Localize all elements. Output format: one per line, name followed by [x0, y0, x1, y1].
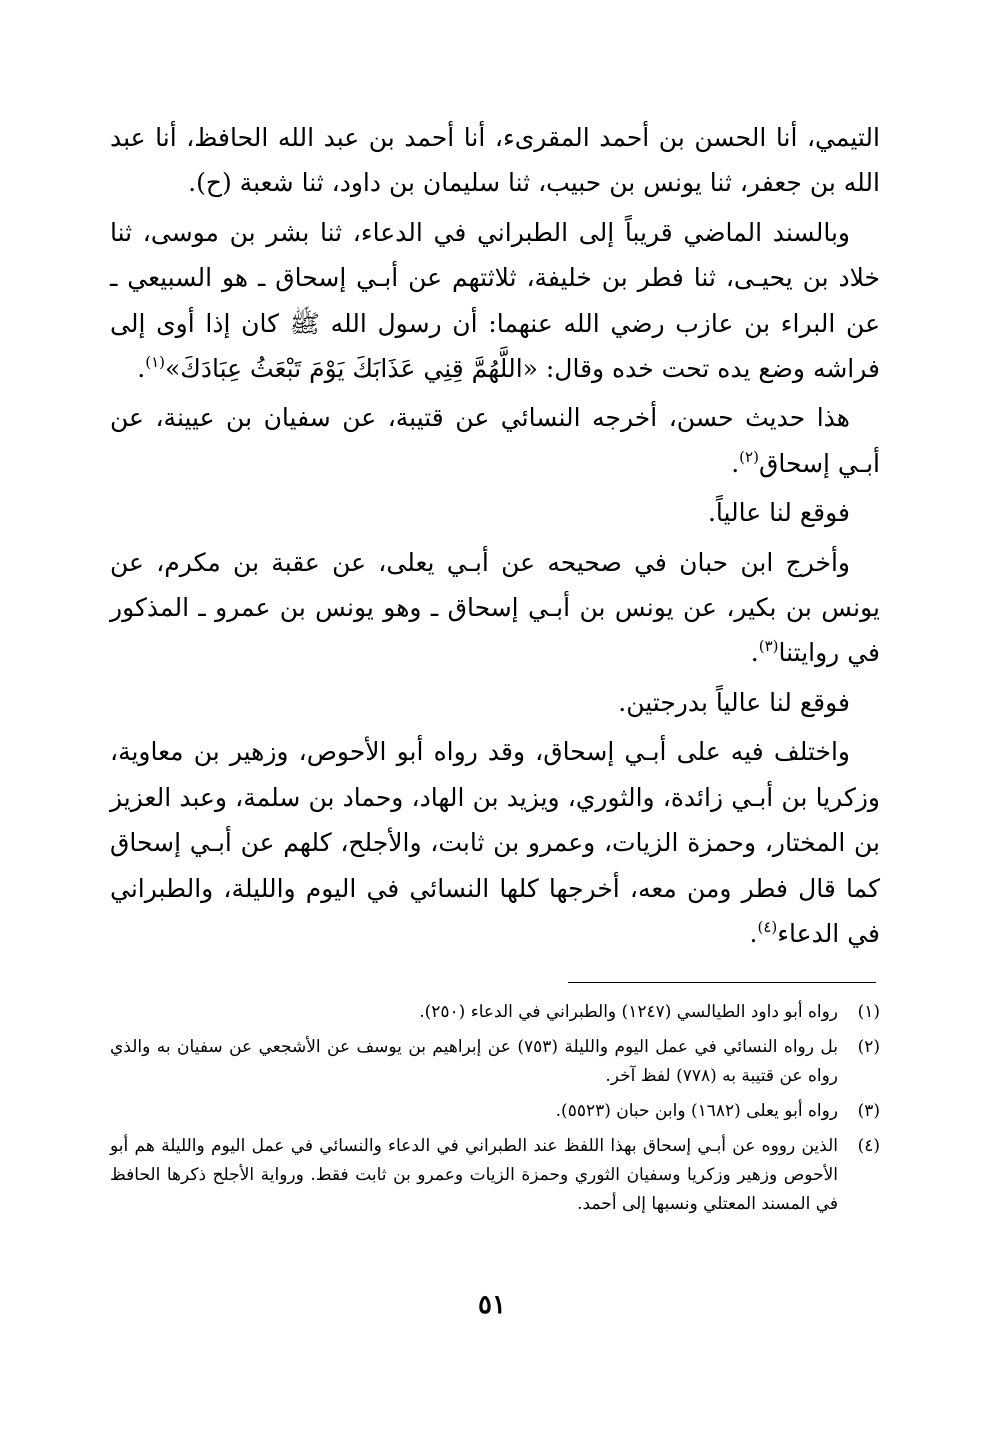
- footnotes: [110, 998, 880, 1225]
- footnote-text: رواه أبو داود الطيالسي (١٢٤٧) والطبراني في الدعاء (٢٥٠).: [419, 1002, 838, 1022]
- paragraph-5-end: .: [750, 638, 759, 668]
- footnote-ref-1: (١): [145, 353, 165, 372]
- footnote-separator: [568, 982, 876, 983]
- footnote-number: (٣): [857, 1101, 880, 1121]
- paragraph-4: فوقع لنا عالياً.: [707, 498, 850, 528]
- paragraph-5: [110, 540, 880, 676]
- paragraph-5-text: وأخرج ابن حبان في صحيحه عن أبـي يعلى، عن عقبة بن مكرم، عن يونس بن بكير، عن يونس بن أبـي إسحاق ـ وهو يونس بن عمرو ـ المذكور في روايتنا: [110, 547, 880, 668]
- main-text: [110, 115, 880, 956]
- footnote-text: الذين رووه عن أبـي إسحاق بهذا اللفظ عند الطبراني في الدعاء والنسائي في عمل اليوم والليلة هم أبو الأحوص وزهير وزكريا وسفيان الثوري وحمزة الزيات وعمرو بن ثابت فقط. ورواية الأجلح ذكرها الحافظ في المسند المعتلي ونسبها إلى أحمد.: [110, 1136, 838, 1214]
- footnote-3: [110, 1097, 880, 1126]
- footnote-1: [110, 998, 880, 1027]
- paragraph-6: فوقع لنا عالياً بدرجتين.: [618, 687, 850, 717]
- footnote-ref-3: (٣): [758, 637, 779, 656]
- footnote-number: (٤): [857, 1136, 880, 1156]
- footnote-ref-2: (٢): [739, 447, 759, 466]
- paragraph-3-end: .: [731, 448, 740, 478]
- paragraph-7-end: .: [749, 918, 758, 948]
- paragraph-2-end: .: [137, 354, 146, 384]
- footnote-number: (١): [857, 1002, 880, 1022]
- footnote-text: رواه أبو يعلى (١٦٨٢) وابن حبان (٥٥٢٣).: [555, 1101, 838, 1121]
- footnote-2: [110, 1033, 880, 1091]
- footnote-number: (٢): [857, 1037, 880, 1057]
- paragraph-1: التيمي، أنا الحسن بن أحمد المقرىء، أنا أحمد بن عبد الله الحافظ، أنا عبد الله بن جعفر، ثنا يونس بن حبيب، ثنا سليمان بن داود، ثنا شعبة (ح).: [110, 123, 880, 198]
- paragraph-3: [110, 395, 880, 486]
- paragraph-7-text: واختلف فيه على أبـي إسحاق، وقد رواه أبو الأحوص، وزهير بن معاوية، وزكريا بن أبـي زائدة، والثوري، ويزيد بن الهاد، وحماد بن سلمة، وعبد العزيز بن المختار، وحمزة الزيات، وعمرو بن ثابت، والأجلح، كلهم عن أبـي إسحاق كما قال فطر ومن معه، أخرجها كلها النسائي في اليوم والليلة، والطبراني في الدعاء: [110, 737, 880, 948]
- paragraph-7: [110, 729, 880, 956]
- footnote-4: [110, 1132, 880, 1219]
- page-number: ٥١: [478, 1290, 506, 1320]
- footnote-ref-4: (٤): [757, 917, 778, 936]
- paragraph-2: [110, 210, 880, 392]
- footnote-text: بل رواه النسائي في عمل اليوم والليلة (٧٥٣) عن إبراهيم بن يوسف عن الأشجعي عن سفيان به والذي رواه عن قتيبة به (٧٧٨) لفظ آخر.: [110, 1037, 838, 1086]
- paragraph-2-text: وبالسند الماضي قريباً إلى الطبراني في الدعاء، ثنا بشر بن موسى، ثنا خلاد بن يحيـى، ثنا فطر بن خليفة، ثلاثتهم عن أبـي إسحاق ـ هو السبيعي ـ عن البراء بن عازب رضي الله عنهما: أن رسول الله ﷺ كان إذا أوى إلى فراشه وضع يده تحت خده وقال: «اللَّهُمَّ قِنِي عَذَابَكَ يَوْمَ تَبْعَثُ عِبَادَكَ»: [110, 217, 880, 384]
- paragraph-3-text: هذا حديث حسن، أخرجه النسائي عن قتيبة، عن سفيان بن عيينة، عن أبـي إسحاق: [110, 403, 880, 478]
